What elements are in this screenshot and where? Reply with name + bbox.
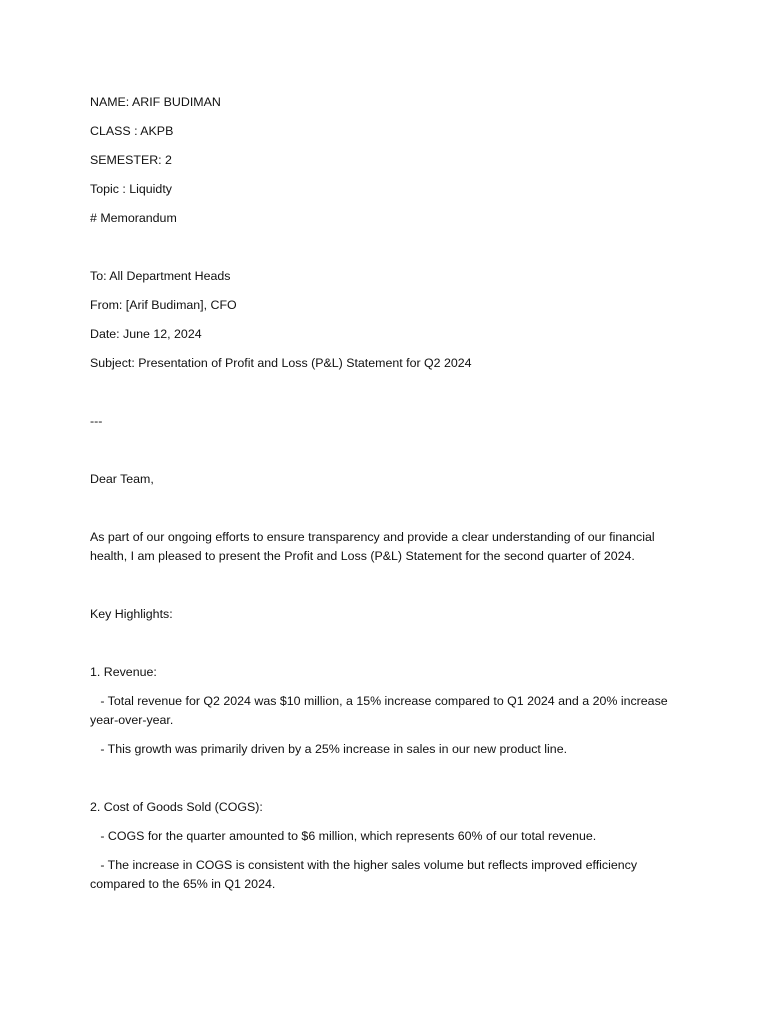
- revenue-bullet-1: - Total revenue for Q2 2024 was $10 million, a 15% increase compared to Q1 2024 and a 20% increase year-over-year.: [90, 694, 672, 727]
- greeting: Dear Team,: [90, 472, 154, 486]
- intro-paragraph: As part of our ongoing efforts to ensure transparency and provide a clear understanding of our financial health, I am pleased to present the Profit and Loss (P&L) Statement for the second quarter of 2024.: [90, 530, 659, 563]
- separator: ---: [90, 414, 103, 428]
- memo-subject: Subject: Presentation of Profit and Loss (P&L) Statement for Q2 2024: [90, 356, 472, 370]
- memo-date: Date: June 12, 2024: [90, 327, 202, 341]
- key-highlights-heading: Key Highlights:: [90, 607, 173, 621]
- student-class: CLASS : AKPB: [90, 124, 174, 138]
- student-name: NAME: ARIF BUDIMAN: [90, 95, 221, 109]
- cogs-heading: 2. Cost of Goods Sold (COGS):: [90, 800, 263, 814]
- topic: Topic : Liquidty: [90, 182, 172, 196]
- cogs-bullet-2: - The increase in COGS is consistent with the higher sales volume but reflects improved efficiency compared to the 65% in Q1 2024.: [90, 858, 641, 891]
- memo-from: From: [Arif Budiman], CFO: [90, 298, 237, 312]
- revenue-bullet-2: - This growth was primarily driven by a 25% increase in sales in our new product line.: [90, 742, 568, 756]
- revenue-heading: 1. Revenue:: [90, 665, 157, 679]
- cogs-bullet-1: - COGS for the quarter amounted to $6 million, which represents 60% of our total revenue.: [90, 829, 597, 843]
- document-page: [90, 93, 686, 894]
- memo-to: To: All Department Heads: [90, 269, 231, 283]
- student-semester: SEMESTER: 2: [90, 153, 172, 167]
- memo-heading: # Memorandum: [90, 211, 177, 225]
